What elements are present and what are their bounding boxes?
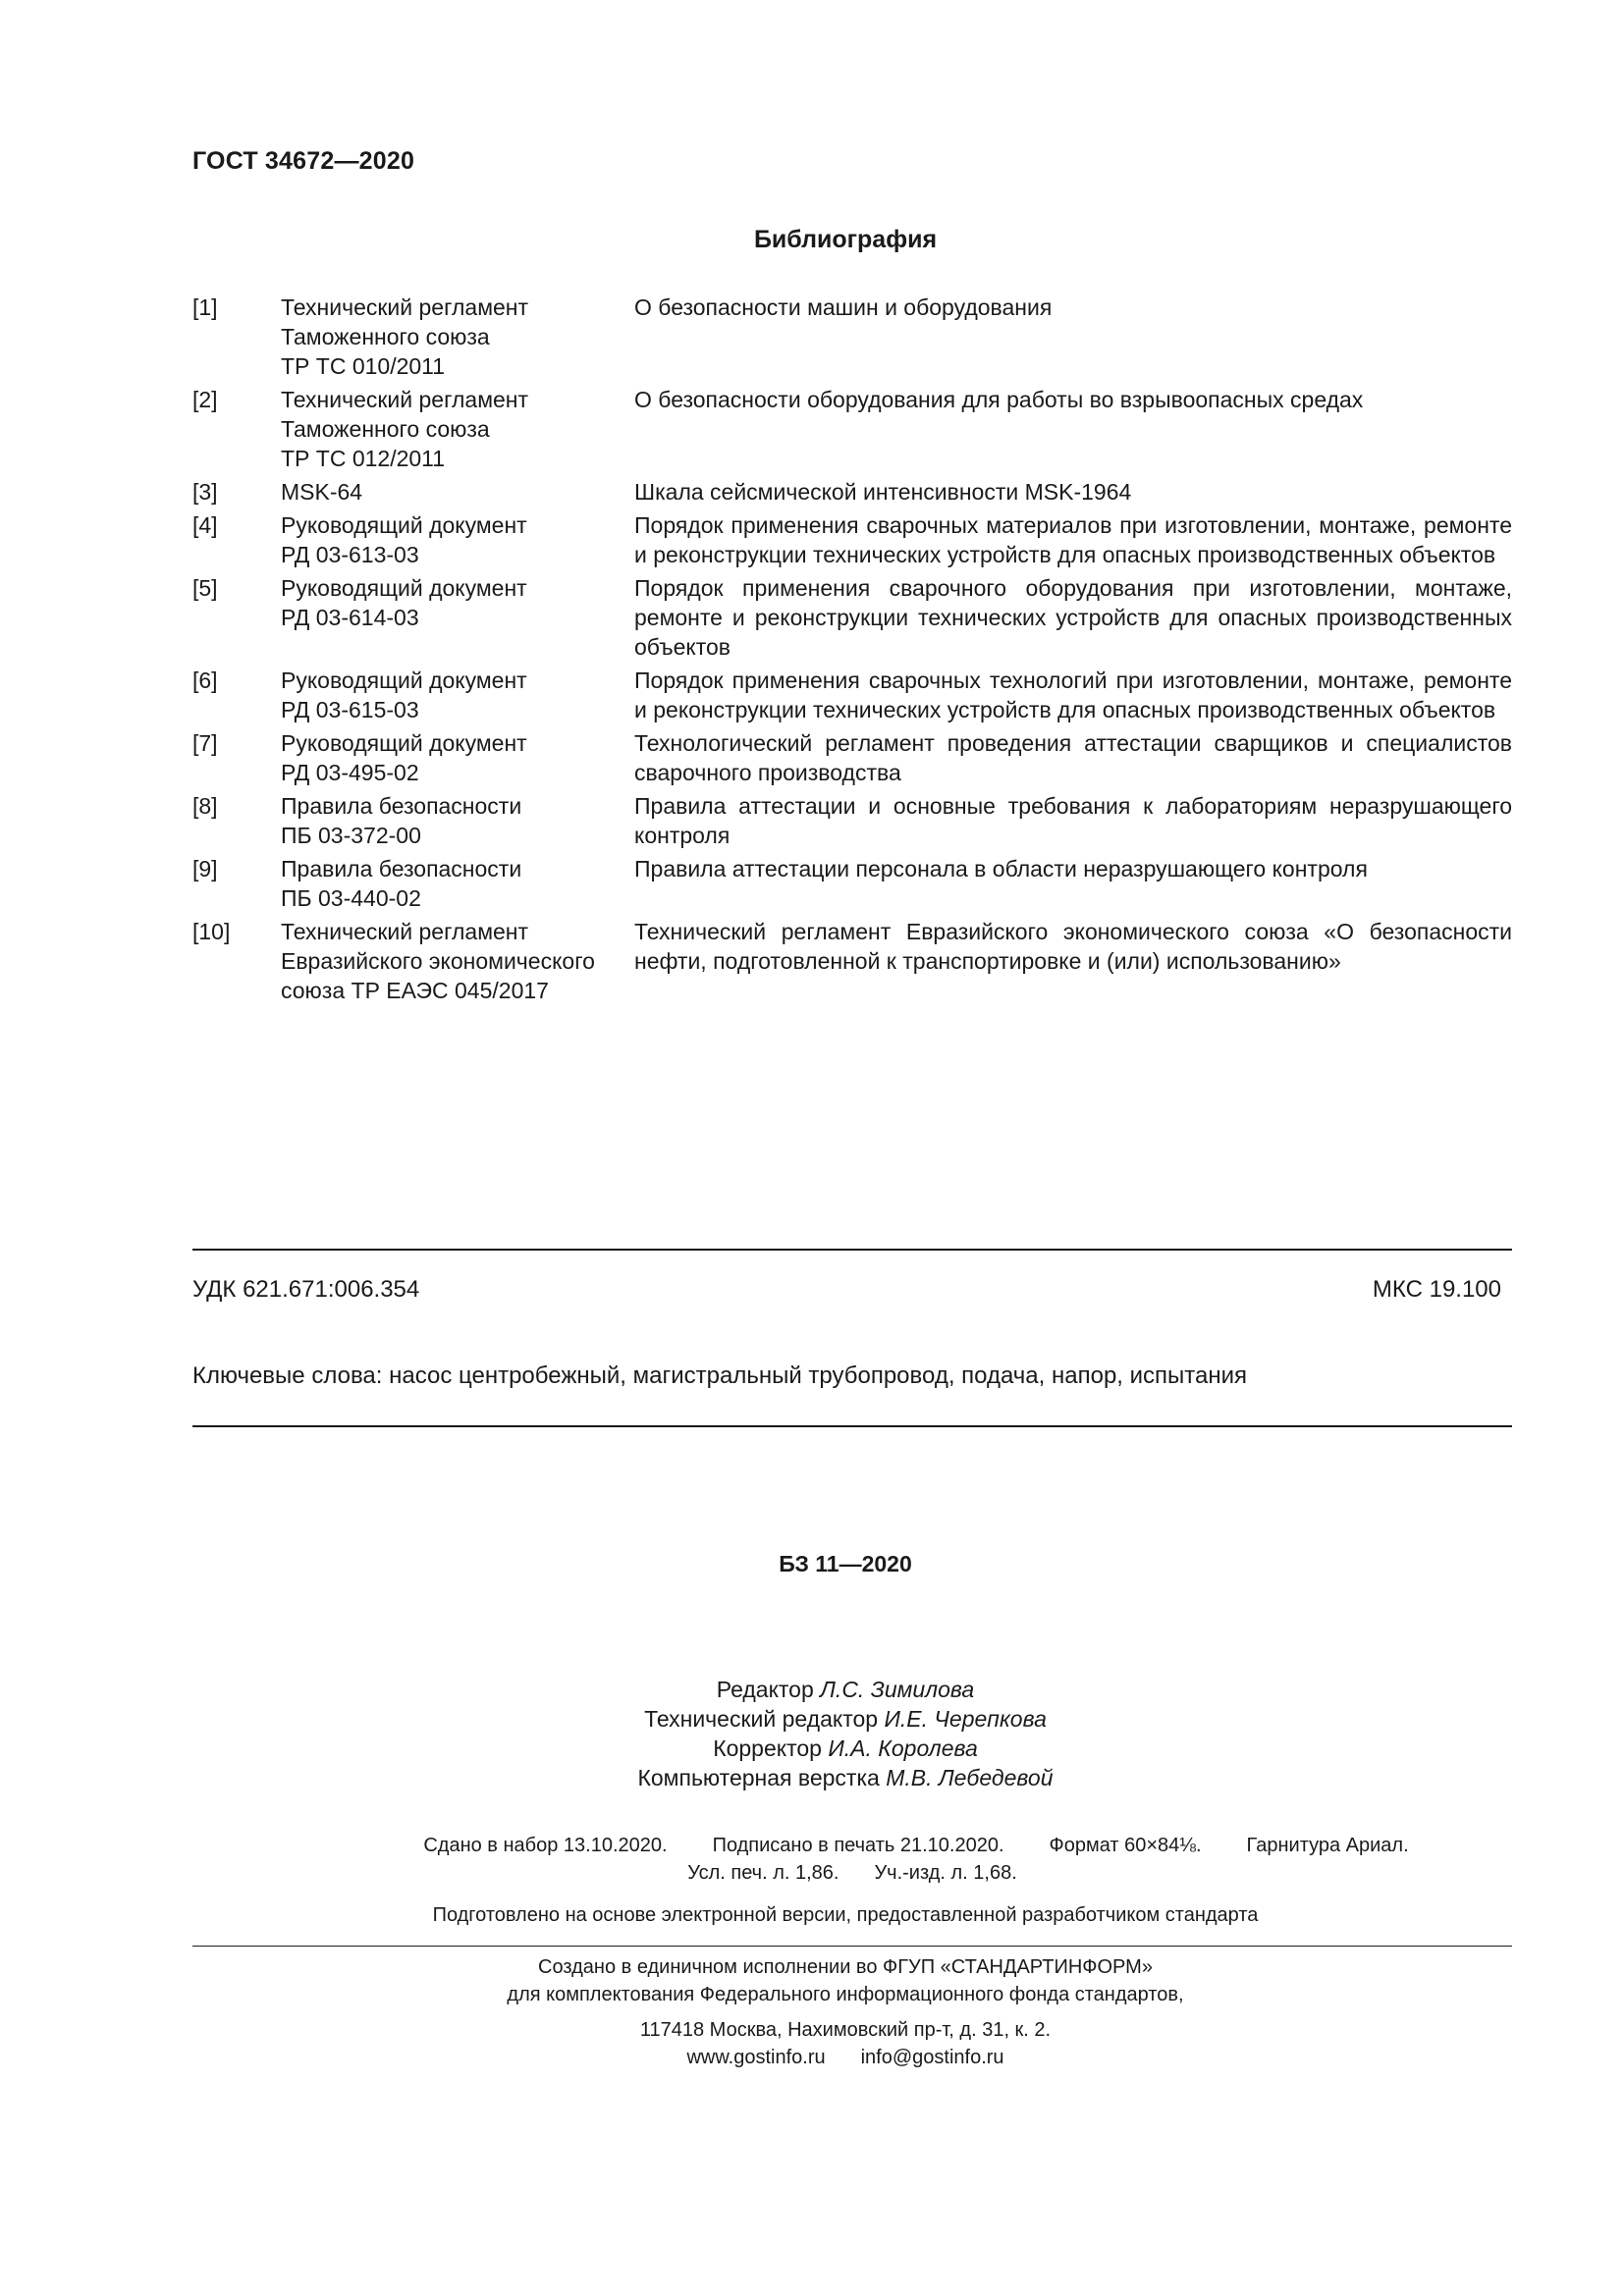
credit-layout xyxy=(0,1763,1624,1792)
pub-sheets: Уч.-изд. л. 1,68. xyxy=(874,1862,1017,1884)
print-font: Гарнитура Ариал. xyxy=(1246,1835,1409,1856)
bibliography-entry-title: Технологический регламент проведения аттестации сварщиков и специалистов сварочного производства xyxy=(634,730,1512,785)
bibliography-entry xyxy=(192,510,1512,569)
print-info-line2 xyxy=(192,1859,1512,1887)
bibliography-entry-number: [9] xyxy=(192,856,218,881)
bibliography-entry-number: [7] xyxy=(192,730,218,756)
bibliography-entry-number: [10] xyxy=(192,919,231,944)
bz-code: БЗ 11—2020 xyxy=(779,1551,912,1576)
keywords: Ключевые слова: насос центробежный, магистральный трубопровод, подача, напор, испытания xyxy=(192,1362,1247,1389)
bibliography-entry xyxy=(192,917,1512,1005)
credit-editor-name: Л.С. Зимилова xyxy=(820,1677,975,1702)
bibliography-entry xyxy=(192,477,1512,507)
bibliography-entry-title: Порядок применения сварочных материалов при изготовлении, монтаже, ремонте и реконструкции технических устройств для опасных производственных объектов xyxy=(634,512,1512,567)
credit-layout-label: Компьютерная верстка xyxy=(637,1765,880,1790)
prepared-note: Подготовлено на основе электронной версии, предоставленной разработчиком стандарта xyxy=(432,1904,1259,1926)
bibliography-entry-document: Руководящий документ РД 03-495-02 xyxy=(281,730,527,785)
bibliography-entry-document: Правила безопасности ПБ 03-372-00 xyxy=(281,793,522,848)
bibliography-entry xyxy=(192,666,1512,724)
bibliography-entry xyxy=(192,293,1512,381)
bibliography-entry-title: Правила аттестации персонала в области неразрушающего контроля xyxy=(634,856,1368,881)
credit-tech-editor xyxy=(0,1704,1624,1734)
bibliography-entry-title: О безопасности машин и оборудования xyxy=(634,294,1053,320)
bibliography-entry-document: MSK-64 xyxy=(281,479,363,505)
bibliography-entry-title: Порядок применения сварочного оборудования при изготовлении, монтаже, ремонте и реконструкции технических устройств для опасных производственных объектов xyxy=(634,575,1512,660)
print-submitted: Сдано в набор 13.10.2020. xyxy=(423,1835,668,1856)
bibliography-title: Библиография xyxy=(753,226,938,253)
bibliography-entry-number: [2] xyxy=(192,387,218,412)
credit-layout-name: М.В. Лебедевой xyxy=(886,1765,1054,1790)
bibliography-entry-title: Порядок применения сварочных технологий при изготовлении, монтаже, ремонте и реконструкции технических устройств для опасных производственных объектов xyxy=(634,667,1512,722)
bibliography-entry xyxy=(192,728,1512,787)
publisher-info xyxy=(0,1953,1624,2071)
credit-corrector-name: И.А. Королева xyxy=(828,1735,978,1761)
publisher-contacts xyxy=(0,2044,1624,2071)
top-divider xyxy=(192,1249,1512,1251)
bibliography-entry-number: [6] xyxy=(192,667,218,693)
bottom-divider xyxy=(192,1425,1512,1427)
udk-code: УДК 621.671:006.354 xyxy=(192,1276,420,1303)
credit-tech-editor-name: И.Е. Черепкова xyxy=(884,1706,1047,1732)
mks-code: МКС 19.100 xyxy=(1372,1276,1501,1303)
bibliography-entry-document: Технический регламент Таможенного союза ТР ТС 010/2011 xyxy=(281,294,529,379)
bibliography-entry xyxy=(192,573,1512,662)
credit-tech-editor-label: Технический редактор xyxy=(644,1706,879,1732)
bibliography-entry-number: [8] xyxy=(192,793,218,819)
bibliography-entry-title: О безопасности оборудования для работы во взрывоопасных средах xyxy=(634,387,1364,412)
publisher-line2: для комплектования Федерального информационного фонда стандартов, xyxy=(507,1984,1184,2005)
bibliography-list xyxy=(192,293,1512,1009)
bibliography-entry-document: Технический регламент Таможенного союза ТР ТС 012/2011 xyxy=(281,387,529,471)
bibliography-entry-title: Технический регламент Евразийского экономического союза «О безопасности нефти, подготовленной к транспортировке и (или) использованию» xyxy=(634,919,1512,974)
credit-corrector-label: Корректор xyxy=(713,1735,822,1761)
print-format: Формат 60×84⅛. xyxy=(1049,1835,1202,1856)
bibliography-entry-title: Шкала сейсмической интенсивности MSK-1964 xyxy=(634,479,1132,505)
bibliography-entry-number: [5] xyxy=(192,575,218,601)
publisher-divider xyxy=(192,1946,1512,1947)
publisher-email-link[interactable]: info@gostinfo.ru xyxy=(860,2047,1004,2068)
bibliography-entry-document: Правила безопасности ПБ 03-440-02 xyxy=(281,856,522,911)
bibliography-entry-document: Руководящий документ РД 03-614-03 xyxy=(281,575,527,630)
credit-editor-label: Редактор xyxy=(716,1677,814,1702)
bibliography-entry-document: Руководящий документ РД 03-613-03 xyxy=(281,512,527,567)
bibliography-entry-number: [3] xyxy=(192,479,218,505)
publisher-line1: Создано в единичном исполнении во ФГУП «СТАНДАРТИНФОРМ» xyxy=(538,1956,1153,1978)
bibliography-entry-document: Технический регламент Евразийского экономического союза ТР ЕАЭС 045/2017 xyxy=(281,919,595,1003)
document-code: ГОСТ 34672—2020 xyxy=(192,147,415,175)
credits xyxy=(0,1675,1624,1792)
credit-editor xyxy=(0,1675,1624,1704)
bibliography-entry xyxy=(192,385,1512,473)
bibliography-entry-number: [4] xyxy=(192,512,218,538)
publisher-address: 117418 Москва, Нахимовский пр-т, д. 31, к. 2. xyxy=(639,2019,1052,2041)
publisher-gap xyxy=(0,2008,1624,2016)
print-sheets: Усл. печ. л. 1,86. xyxy=(687,1862,839,1884)
print-signed: Подписано в печать 21.10.2020. xyxy=(712,1835,1004,1856)
bibliography-entry-document: Руководящий документ РД 03-615-03 xyxy=(281,667,527,722)
bibliography-entry xyxy=(192,854,1512,913)
print-info-line1 xyxy=(320,1832,1512,1859)
publisher-website-link[interactable]: www.gostinfo.ru xyxy=(686,2047,826,2068)
bibliography-entry xyxy=(192,791,1512,850)
credit-corrector xyxy=(0,1734,1624,1763)
bibliography-entry-title: Правила аттестации и основные требования к лабораториям неразрушающего контроля xyxy=(634,793,1512,848)
bibliography-entry-number: [1] xyxy=(192,294,218,320)
print-info xyxy=(192,1832,1512,1887)
